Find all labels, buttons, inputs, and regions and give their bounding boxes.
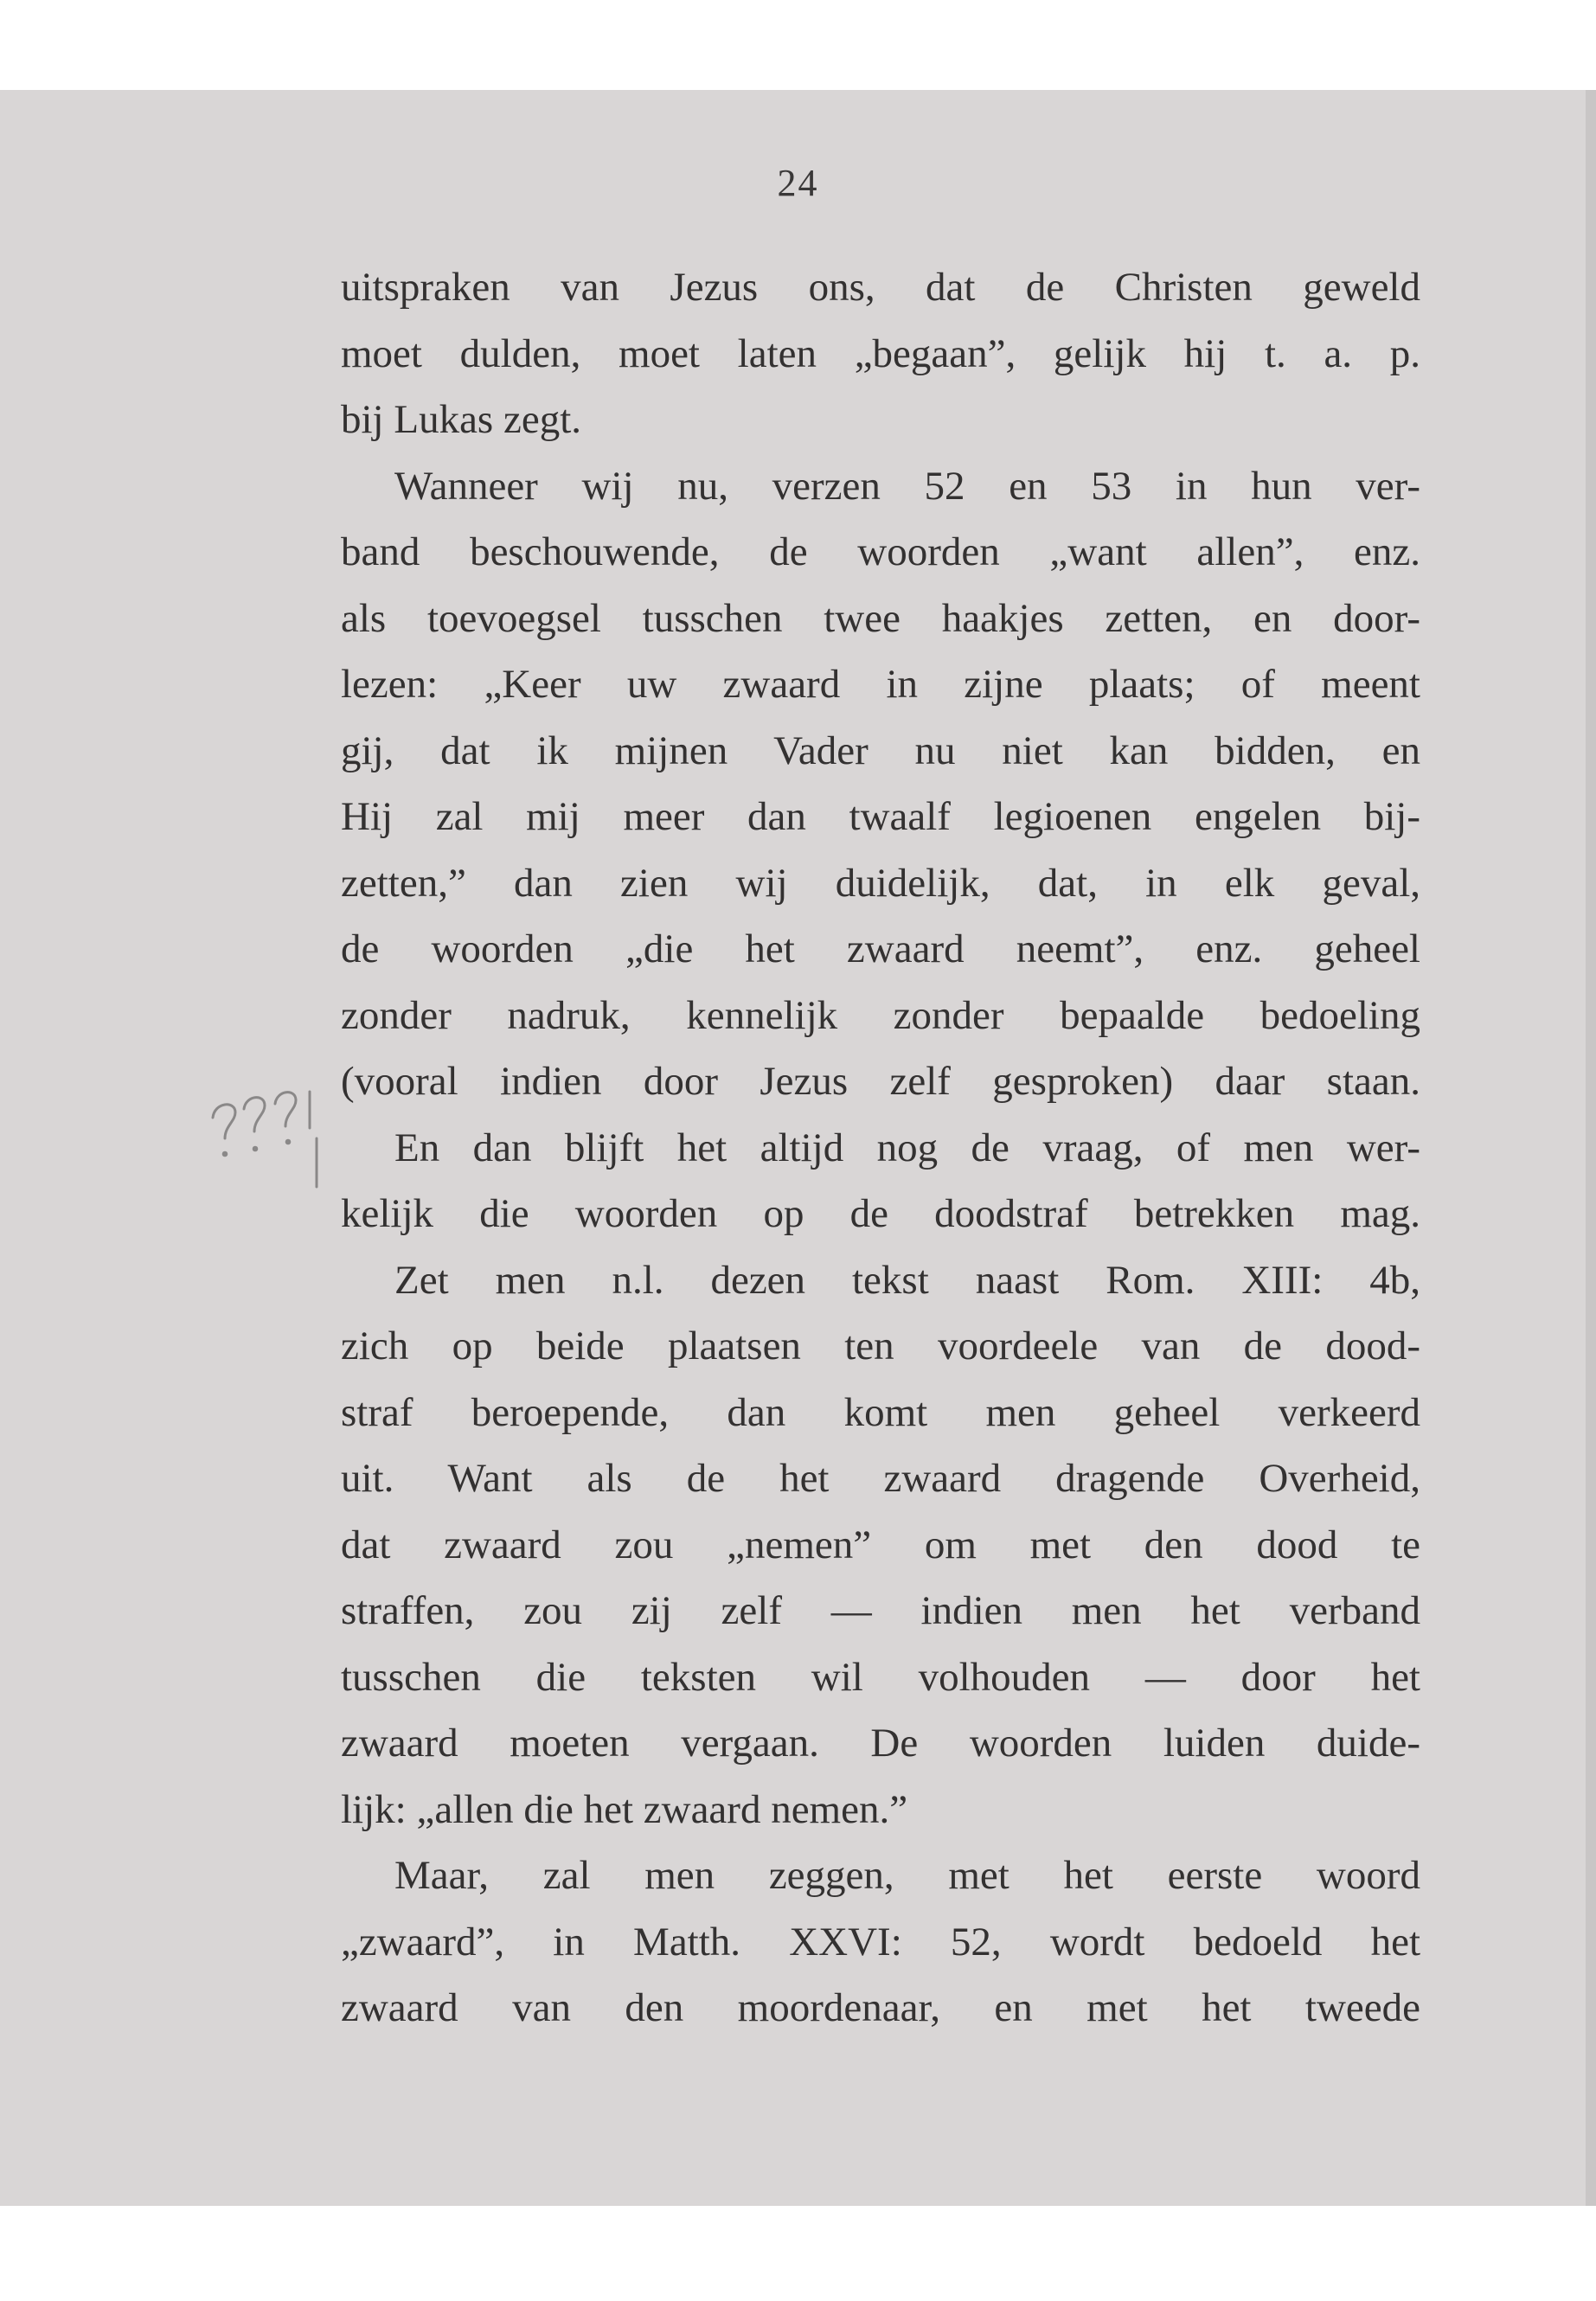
text-line: zetten,” dan zien wij duidelijk, dat, in elk geval, <box>341 860 1420 906</box>
text-line: straf beroepende, dan komt men geheel verkeerd <box>341 1389 1420 1435</box>
text-line: band beschouwende, de woorden „want allen”, enz. <box>341 529 1420 574</box>
handwritten-margin-note <box>206 1076 336 1206</box>
page-edge <box>1586 90 1596 2206</box>
text-line: zwaard van den moordenaar, en met het tweede <box>341 1985 1420 2030</box>
text-line: lijk: „allen die het zwaard nemen.” <box>341 1786 908 1832</box>
text-line: gij, dat ik mijnen Vader nu niet kan bidden, en <box>341 727 1420 773</box>
text-line: Wanneer wij nu, verzen 52 en 53 in hun ver- <box>394 463 1420 509</box>
text-line: zwaard moeten vergaan. De woorden luiden duide- <box>341 1721 1420 1766</box>
text-line: Hij zal mij meer dan twaalf legioenen engelen bij- <box>341 794 1420 839</box>
text-line: de woorden „die het zwaard neemt”, enz. geheel <box>341 926 1420 971</box>
text-line: zich op beide plaatsen ten voordeele van de dood- <box>341 1324 1420 1368</box>
text-line: lezen: „Keer uw zwaard in zijne plaats; of meent <box>341 662 1420 707</box>
text-line: straffen, zou zij zelf — indien men het verband <box>341 1588 1420 1633</box>
text-line: dat zwaard zou „nemen” om met den dood te <box>341 1522 1420 1567</box>
text-line: Zet men n.l. dezen tekst naast Rom. XIII: 4b, <box>394 1257 1420 1303</box>
text-line: tusschen die teksten wil volhouden — door het <box>341 1654 1420 1700</box>
text-line: En dan blijft het altijd nog de vraag, of men wer- <box>394 1125 1420 1170</box>
text-line: kelijk die woorden op de doodstraf betrekken mag. <box>341 1191 1420 1236</box>
text-line: als toevoegsel tusschen twee haakjes zetten, en door- <box>341 595 1420 641</box>
page-number: 24 <box>777 162 819 204</box>
body-text <box>341 254 1420 2041</box>
scanned-page <box>0 90 1596 2206</box>
text-line: zonder nadruk, kennelijk zonder bepaalde bedoeling <box>341 992 1420 1038</box>
question-marks-annotation <box>206 1076 336 1206</box>
text-line: moet dulden, moet laten „begaan”, gelijk hij t. a. p. <box>341 330 1420 376</box>
text-line: uitspraken van Jezus ons, dat de Christen geweld <box>341 265 1420 310</box>
text-line: „zwaard”, in Matth. XXVI: 52, wordt bedoeld het <box>341 1919 1420 1965</box>
text-line: (vooral indien door Jezus zelf gesproken) daar staan. <box>341 1059 1420 1104</box>
text-line: uit. Want als de het zwaard dragende Overheid, <box>341 1456 1420 1501</box>
text-line: Maar, zal men zeggen, met het eerste woord <box>394 1853 1420 1898</box>
text-line: bij Lukas zegt. <box>341 397 582 442</box>
